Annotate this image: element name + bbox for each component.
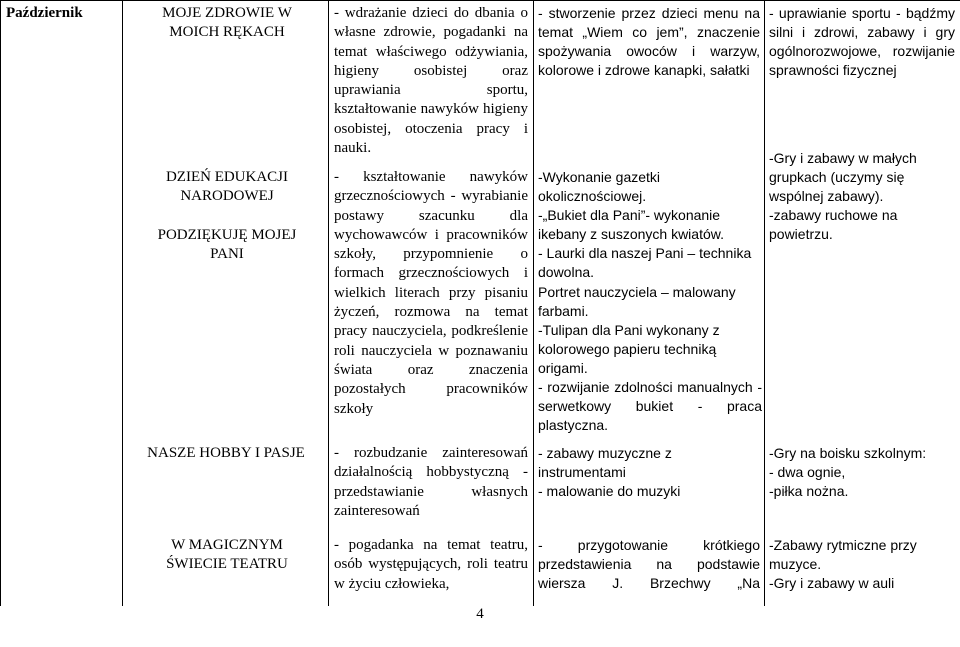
list-item: -Tulipan dla Pani wykonany z kolorowego papieru techniką origami. <box>538 321 720 376</box>
table-border <box>0 0 960 1</box>
page-number: 4 <box>476 606 484 622</box>
list-item: - zabawy muzyczne z instrumentami <box>538 445 672 481</box>
topic-title: NASZE HOBBY I PASJE <box>147 445 305 461</box>
topic-title-line: PODZIĘKUJĘ MOJEJ PANI <box>157 226 297 262</box>
list-item: - Laurki dla naszej Pani – technika dowolna. <box>538 245 752 281</box>
list-item: -Gry i zabawy w auli <box>769 575 895 592</box>
table-border <box>0 0 1 606</box>
topic-title-line: DZIEŃ EDUKACJI NARODOWEJ <box>165 169 289 205</box>
goals-text: - rozbudzanie zainteresowań działalnością hobbystyczną - przedstawianie własnych zainteresowań <box>334 445 528 519</box>
table-border <box>764 0 765 606</box>
list-item: -„Bukiet dla Pani”- wykonanie ikebany z suszonych kwiatów. <box>538 207 724 243</box>
list-item: -zabawy ruchowe na powietrzu. <box>769 207 898 243</box>
goals-text: - kształtowanie nawyków grzecznościowych - wyrabianie postawy szacunku dla wychowawców i pracowników szkoły, przypomnienie o formach grzecznościowych i wielkich literach przy pisaniu życzeń, rozmowa na temat pracy nauczyciela, podkreślenie roli nauczyciela w poznawaniu świata oraz znaczenia pozostałych pracowników szkoły <box>334 169 528 417</box>
table-border <box>533 0 534 606</box>
games-list <box>769 444 957 501</box>
list-item: -Gry na boisku szkolnym: <box>769 445 927 461</box>
month-label: Październik <box>6 5 83 21</box>
list-item: -piłka nożna. <box>769 483 849 500</box>
games-list <box>769 149 957 244</box>
goals-text: - wdrażanie dzieci do dbania o własne zdrowie, pogadanki na temat właściwego odżywiania, higieny osobistej oraz uprawiania sportu, kształtowanie nawyków higieny osobistej, otoczenia pracy i nauki. <box>334 5 528 157</box>
list-item: Portret nauczyciela – malowany farbami. <box>538 283 736 319</box>
games-text: - uprawianie sportu - bądźmy silni i zdrowi, zabawy i gry ogólnorozwojowe, rozwijanie sprawności fizycznej <box>769 5 955 79</box>
table-border <box>328 0 329 606</box>
topic-title: W MAGICZNYM ŚWIECIE TEATRU <box>166 537 288 573</box>
activities-list <box>538 168 762 435</box>
list-item: - rozwijanie zdolności manualnych - serwetkowy bukiet - praca plastyczna. <box>538 379 762 434</box>
list-item: -Zabawy rytmiczne przy muzyce. <box>769 537 917 573</box>
activities-text: - stworzenie przez dzieci menu na temat „Wiem co jem”, znaczenie spożywania owoców i warzyw, kolorowe i zdrowe kanapki, sałatki <box>538 5 760 79</box>
activities-list <box>538 444 760 501</box>
goals-text: - pogadanka na temat teatru, osób występujących, roli teatru w życiu człowieka, <box>334 537 528 592</box>
table-border <box>122 0 123 606</box>
topic-title: MOJE ZDROWIE W MOICH RĘKACH <box>162 5 292 41</box>
list-item: - malowanie do muzyki <box>538 483 681 500</box>
list-item: - dwa ognie, <box>769 464 846 481</box>
spacer <box>140 207 314 226</box>
activities-text: - przygotowanie krótkiego przedstawienia na podstawie wiersza J. Brzechwy „Na <box>538 537 760 592</box>
games-list <box>769 536 957 593</box>
list-item: -Wykonanie gazetki okolicznościowej. <box>538 169 661 205</box>
topic-title <box>140 168 314 264</box>
list-item: -Gry i zabawy w małych grupkach (uczymy się wspólnej zabawy). <box>769 150 917 205</box>
